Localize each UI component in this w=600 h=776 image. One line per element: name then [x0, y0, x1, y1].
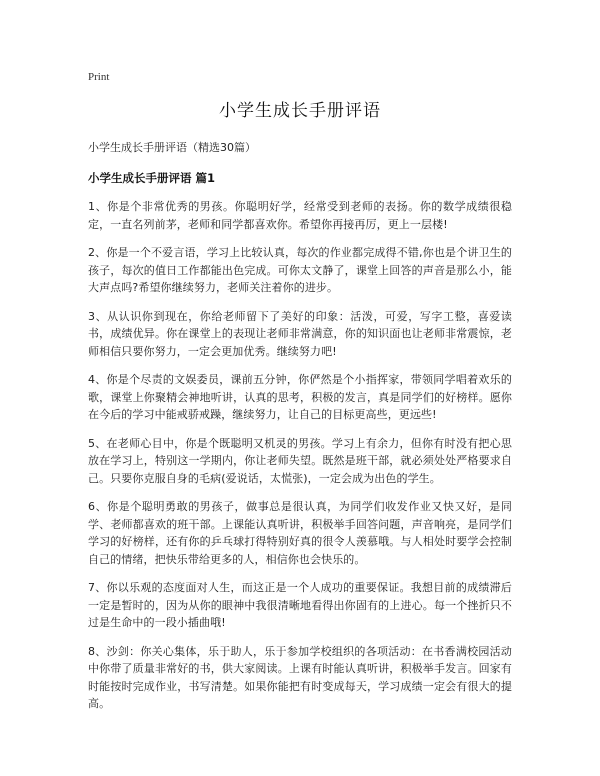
- document-title: 小学生成长手册评语: [219, 101, 381, 121]
- comment-paragraph-6: 6、你是个聪明勇敢的男孩子，做事总是很认真，为同学们收发作业又快又好，是同学、老师都喜欢的班干部。上课能认真听讲，积极举手回答问题，声音响亮，是同学们学习的好榜样，还有你的乒乓球打得特别好真的很令人羡慕哦。与人相处时要学会控制自己的情绪，把快乐带给更多的人，相信你也会快乐的。: [88, 500, 512, 566]
- comment-paragraph-7: 7、你以乐观的态度面对人生，而这正是一个人成功的重要保证。我想目前的成绩滞后一定是暂时的，因为从你的眼神中我很清晰地看得出你固有的上进心。每一个挫折只不过是生命中的一段小插曲哦!: [88, 581, 512, 629]
- comment-paragraph-5: 5、在老师心目中，你是个既聪明又机灵的男孩。学习上有余力，但你有时没有把心思放在学习上，特别这一学期内，你让老师失望。既然是班干部，就必须处处严格要求自己。只要你克服自身的毛病(爱说话，太慌张)，一定会成为出色的学生。: [88, 436, 512, 485]
- comment-paragraph-1: 1、你是个非常优秀的男孩。你聪明好学，经常受到老师的表扬。你的数学成绩很稳定，一直名列前茅，老师和同学都喜欢你。希望你再接再厉，更上一层楼!: [88, 200, 512, 231]
- comment-paragraph-8: 8、沙剑：你关心集体，乐于助人，乐于参加学校组织的各项活动：在书香满校园活动中你带了质量非常好的书，供大家阅读。上课有时能认真听讲，积极举手发言。回家有时能按时完成作业，书写清楚。如果你能把有时变成每天，学习成绩一定会有很大的提高。: [88, 644, 512, 710]
- comment-paragraph-3: 3、从认识你到现在，你给老师留下了美好的印象：活泼，可爱，写字工整，喜爱读书，成绩优异。你在课堂上的表现让老师非常满意，你的知识面也让老师非常震惊，老师相信只要你努力，一定会更加优秀。继续努力吧!: [88, 309, 512, 358]
- section-heading: 小学生成长手册评语 篇1: [88, 171, 216, 185]
- comment-paragraph-4: 4、你是个尽责的文娱委员，课前五分钟，你俨然是个小指挥家，带领同学唱着欢乐的歌，课堂上你聚精会神地听讲，认真的思考，积极的发言，真是同学们的好榜样。愿你在今后的学习中能戒骄戒躁，继续努力，让自己的目标更高些，更远些!: [88, 373, 512, 421]
- print-label[interactable]: Print: [88, 71, 110, 83]
- document-subtitle: 小学生成长手册评语（精选30篇）: [88, 141, 256, 154]
- comment-paragraph-2: 2、你是一个不爱言语，学习上比较认真，每次的作业都完成得不错,你也是个讲卫生的孩子，每次的值日工作都能出色完成。可你太文静了，课堂上回答的声音是那么小，能大声点吗?希望你继续努力，老师关注着你的进步。: [88, 246, 512, 294]
